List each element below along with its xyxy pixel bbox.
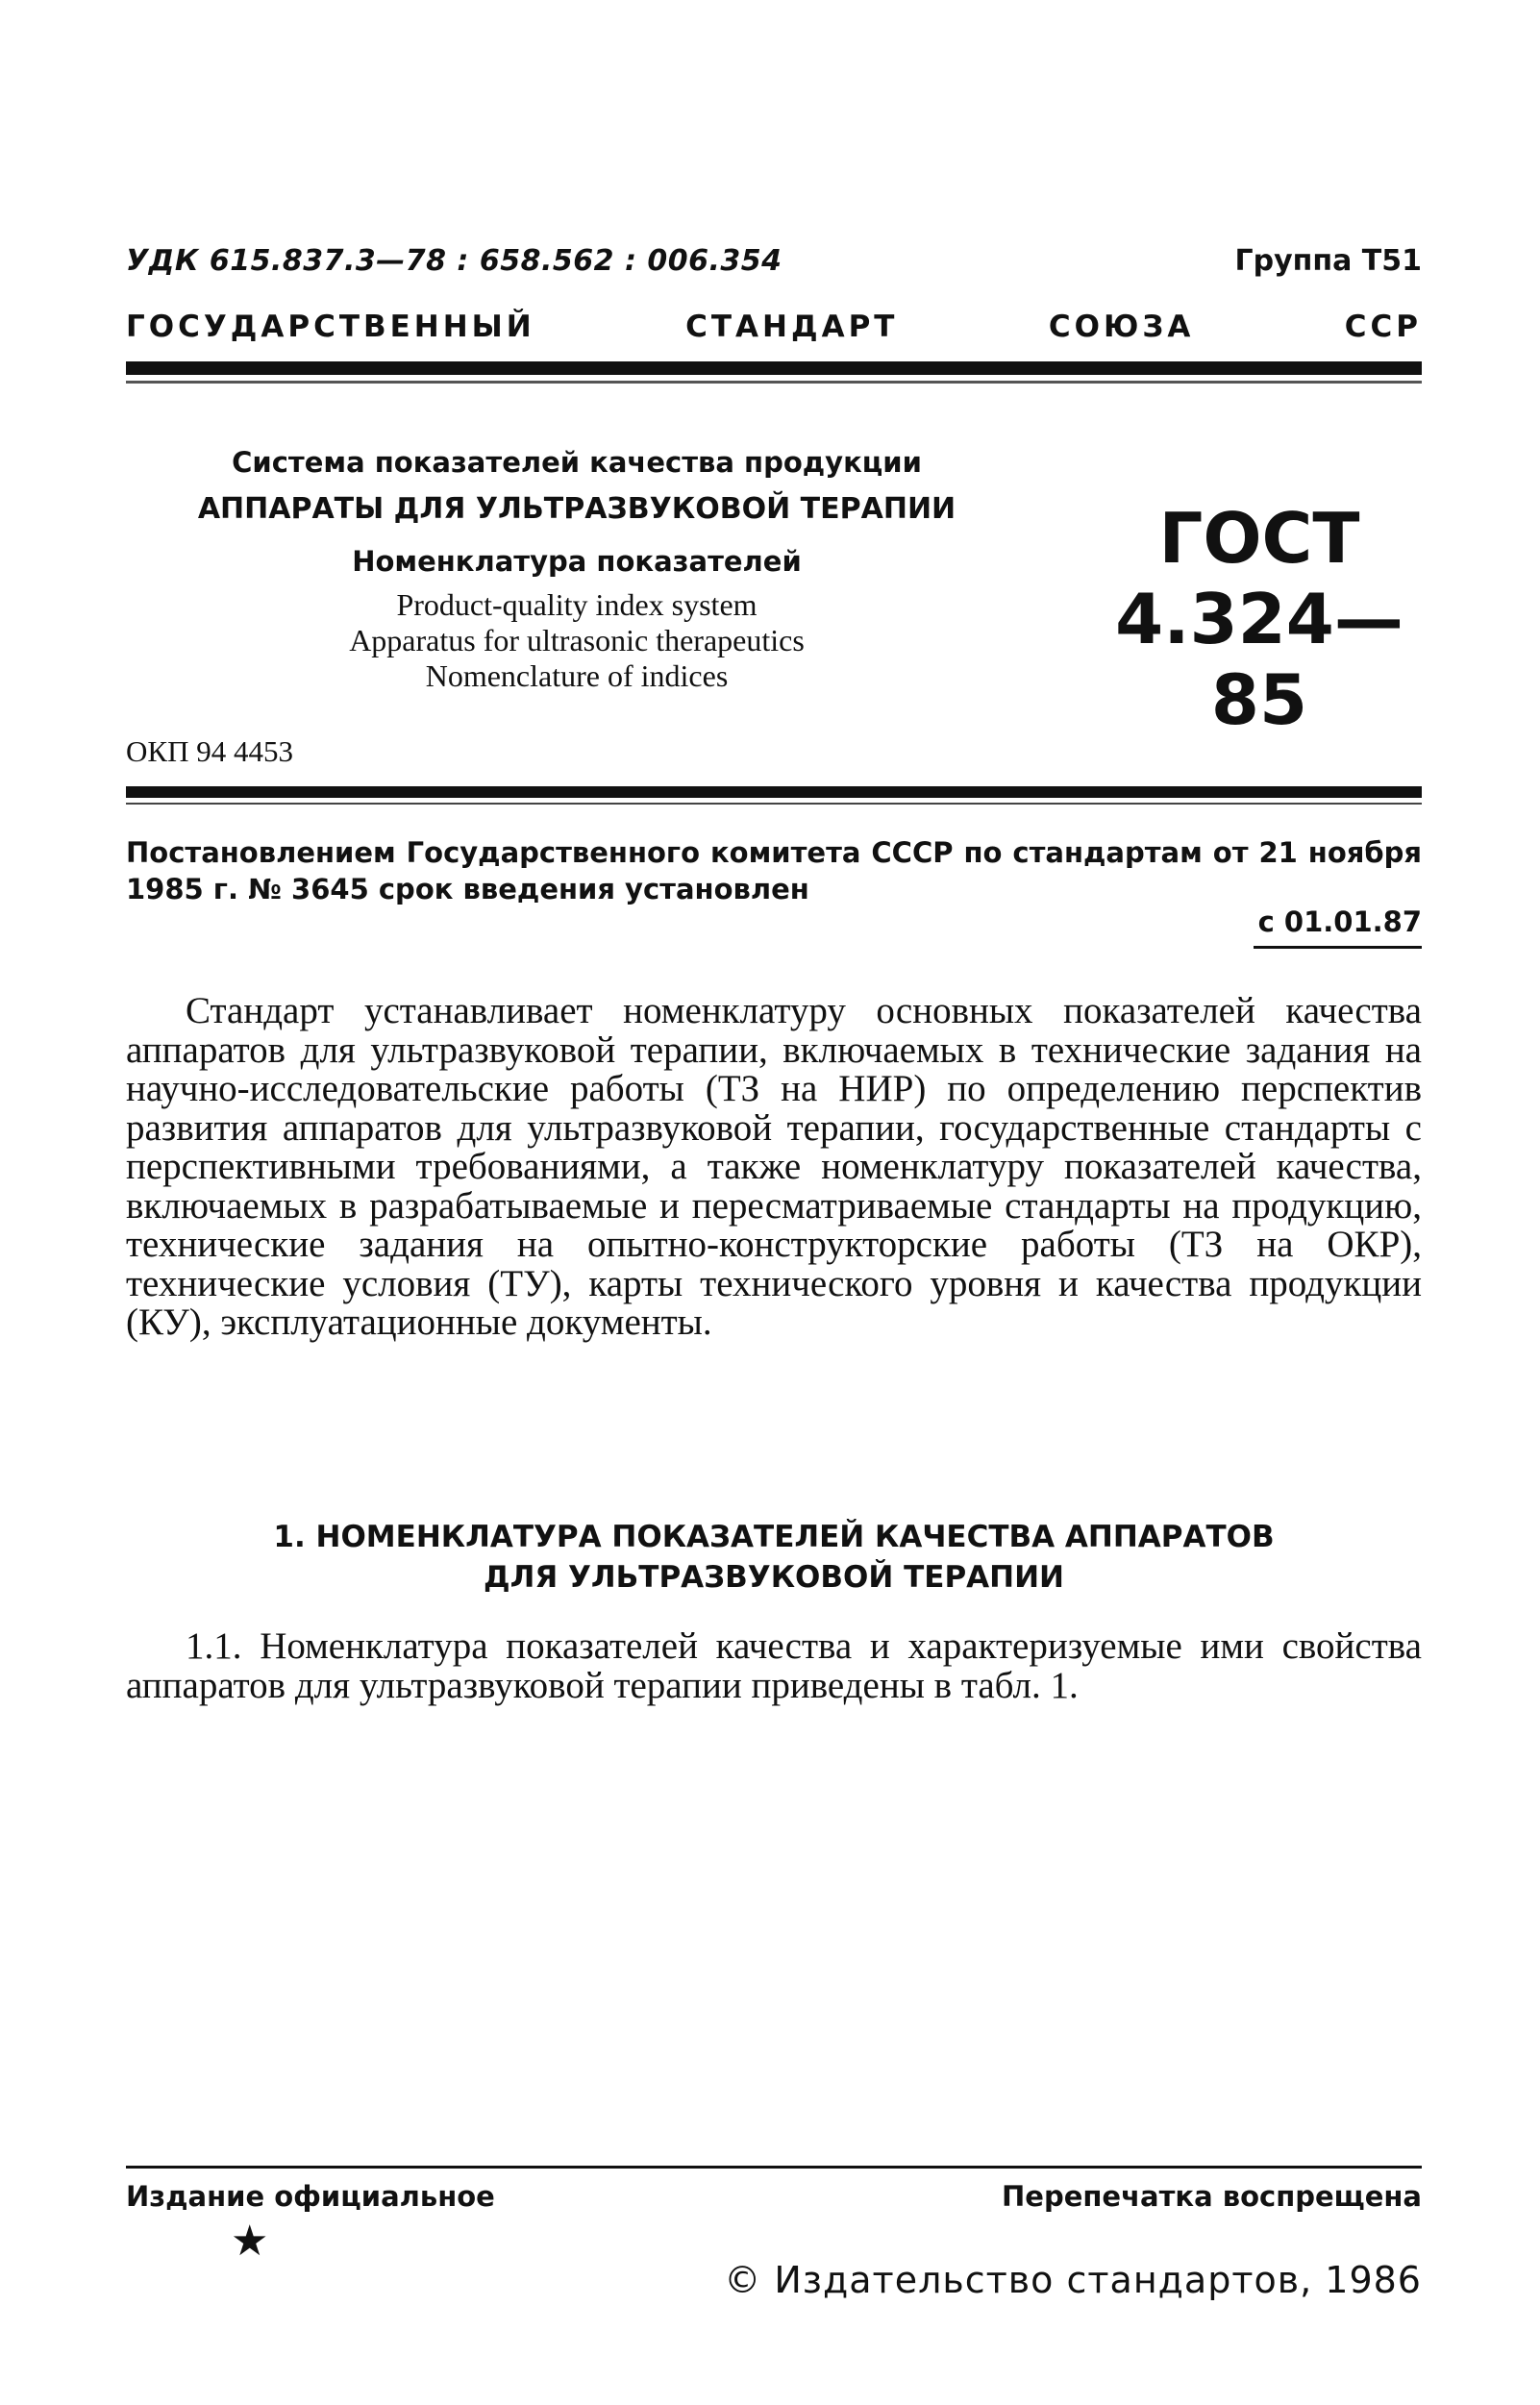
item-1-1-text: 1.1. Номенклатура показателей качества и характеризуемые ими свойства аппаратов для ультразвуковой терапии приведены в табл. 1. bbox=[126, 1625, 1422, 1706]
item-1-1-paragraph bbox=[126, 1626, 1422, 1705]
effective-date: с 01.01.87 bbox=[1257, 905, 1422, 938]
udk-code: УДК 615.837.3—78 : 658.562 : 006.354 bbox=[126, 244, 782, 278]
official-edition-label: Издание официальное bbox=[126, 2180, 495, 2213]
title-nomenclature: Номенклатура показателей bbox=[352, 545, 802, 578]
intro-paragraph bbox=[126, 992, 1422, 1343]
mid-rule-thin bbox=[126, 803, 1422, 805]
title-english-2: Apparatus for ultrasonic therapeutics bbox=[349, 623, 805, 657]
intro-text: Стандарт устанавливает номенклатуру основных показателей качества аппаратов для ультразвуковой терапии, включаемых в технические задания на научно-исследовательские работы (ТЗ на НИР) по определению перспектив развития аппаратов для ультразвуковой терапии, государственные стандарты с перспективными требованиями, а также номенклатуру показателей качества, включаемых в разрабатываемые и пересматриваемые стандарты на продукцию, технические задания на опытно-конструкторские работы (ТЗ на ОКР), технические условия (ТУ), карты технического уровня и качества продукции (КУ), эксплуатационные документы. bbox=[126, 990, 1422, 1343]
title-system: Система показателей качества продукции bbox=[232, 446, 922, 479]
header-rule-thin bbox=[126, 381, 1422, 384]
decree-text: Постановлением Государственного комитета СССР по стандартам от 21 ноября 1985 г. № 3645 срок введения установлен bbox=[126, 836, 1422, 905]
mid-rule-thick bbox=[126, 786, 1422, 798]
title-english-1: Product-quality index system bbox=[396, 587, 758, 622]
title-block bbox=[144, 446, 1009, 694]
okp-code: ОКП 94 4453 bbox=[126, 734, 293, 768]
no-reprint-label: Перепечатка воспрещена bbox=[1002, 2180, 1422, 2213]
section-heading bbox=[126, 1517, 1422, 1598]
effective-date-underline bbox=[1254, 946, 1422, 949]
star-icon: ★ bbox=[231, 2217, 269, 2266]
state-standard-banner: ГОСУДАРСТВЕННЫЙ СТАНДАРТ СОЮЗА ССР bbox=[126, 310, 1422, 344]
gost-designation: 4.324—85 bbox=[1115, 579, 1403, 740]
title-apparatus: АППАРАТЫ ДЛЯ УЛЬТРАЗВУКОВОЙ ТЕРАПИИ bbox=[197, 492, 956, 526]
footer-rule bbox=[126, 2166, 1422, 2169]
section-heading-line-2: ДЛЯ УЛЬТРАЗВУКОВОЙ ТЕРАПИИ bbox=[484, 1560, 1064, 1595]
title-english-3: Nomenclature of indices bbox=[425, 658, 729, 693]
publisher-copyright: © Издательство стандартов, 1986 bbox=[724, 2259, 1422, 2301]
section-heading-line-1: 1. НОМЕНКЛАТУРА ПОКАЗАТЕЛЕЙ КАЧЕСТВА АППАРАТОВ bbox=[273, 1520, 1275, 1554]
gost-label: ГОСТ bbox=[1158, 498, 1360, 579]
group-code: Группа Т51 bbox=[1234, 244, 1422, 278]
header-rule-thick bbox=[126, 361, 1422, 375]
gost-number bbox=[1077, 498, 1442, 740]
